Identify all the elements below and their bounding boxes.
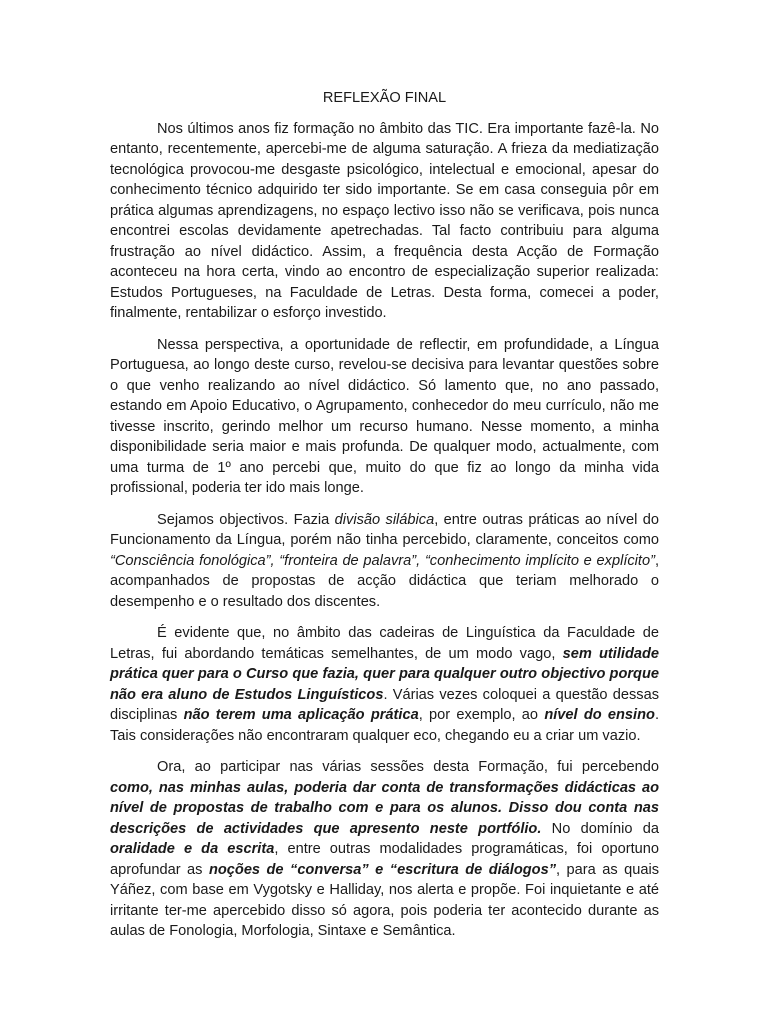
paragraph-text: , entre outras modalidades programáticas, foi oportuno aprofundar as [110,841,659,878]
paragraph-text: . Várias vezes coloquei a questão dessas disciplinas [110,686,659,723]
document-title: REFLEXÃO FINAL [322,90,447,106]
body-paragraph [110,510,659,613]
emphasized-text: oralidade e da escrita [110,841,275,857]
paragraph-text: Nos últimos anos fiz formação no âmbito das TIC. Era importante fazê-la. No entanto, recentemente, apercebi-me de alguma saturação. A frieza da mediatização tecnológica provocou-me desgaste psicológico, intelectual e emocional, apesar do conhecimento técnico adquirido ter sido importante. Se em casa conseguia pôr em prática algumas aprendizagens, no espaço lectivo isso não se verificava, pois nunca encontrei escolas devidamente apetrechadas. Tal facto contribuiu para alguma frustração ao nível didáctico. Assim, a frequência desta Acção de Formação aconteceu na hora certa, vindo ao encontro de especialização superior realizada: Estudos Portugueses, na Faculdade de Letras. Desta forma, comecei a poder, finalmente, rentabilizar o esforço investido. [110,120,659,321]
emphasized-text: nível do ensino [544,707,655,723]
paragraph-text: , acompanhados de propostas de acção didáctica que teriam melhorado o desempenho e o resultado dos discentes. [110,552,659,610]
paragraph-text: . Tais considerações não encontraram qualquer eco, chegando eu a criar um vazio. [110,707,659,744]
paragraph-text: , por exemplo, ao [418,707,545,723]
italic-text: “Consciência fonológica”, “fronteira de palavra”, “conhecimento implícito e explícito” [110,552,655,569]
paragraph-text: Ora, ao participar nas várias sessões desta Formação, fui percebendo [157,759,659,775]
document-page [110,88,659,953]
paragraph-text: É evidente que, no âmbito das cadeiras de Linguística da Faculdade de Letras, fui abordando temáticas semelhantes, de um modo vago, [110,625,659,662]
emphasized-text: não terem uma aplicação prática [183,707,419,723]
body-paragraph [110,335,659,499]
body-paragraph [110,623,659,746]
paragraph-text: Nessa perspectiva, a oportunidade de reflectir, em profundidade, a Língua Portuguesa, ao longo deste curso, revelou-se decisiva para levantar questões sobre o que venho realizando ao nível didáctico. Só lamento que, no ano passado, estando em Apoio Educativo, o Agrupamento, conhecedor do meu currículo, não me tivesse inscrito, gerindo melhor um recurso humano. Nesse momento, a minha disponibilidade seria maior e mais profunda. De qualquer modo, actualmente, com uma turma de 1º ano percebi que, muito do que fiz ao longo da minha vida profissional, poderia ter ido mais longe. [110,336,659,496]
document-body [110,119,659,942]
paragraph-text: , para as quais Yáñez, com base em Vygotsky e Halliday, nos alerta e propõe. Foi inquietante e até irritante ter-me apercebido disso só agora, pois poderia ter acontecido durante as aulas de Fonologia, Morfologia, Sintaxe e Semântica. [110,861,659,939]
italic-text: divisão silábica [334,511,435,528]
emphasized-text: sem utilidade prática quer para o Curso que fazia, quer para qualquer outro objectivo porque não era aluno de Estudos Linguísticos [110,645,660,703]
emphasized-text: como, nas minhas aulas, poderia dar conta de transformações didácticas ao nível de propostas de trabalho com e para os alunos. Disso dou conta nas descrições de actividades que apresento neste portfólio. [110,779,659,837]
emphasized-text: noções de “conversa” e “escritura de diálogos” [208,861,556,878]
paragraph-text: No domínio da [541,820,659,837]
paragraph-text: , entre outras práticas ao nível do Funcionamento da Língua, porém não tinha percebido, claramente, conceitos como [110,511,659,548]
body-paragraph [110,119,659,324]
paragraph-text: Sejamos objectivos. Fazia [157,511,335,528]
body-paragraph [110,757,659,942]
